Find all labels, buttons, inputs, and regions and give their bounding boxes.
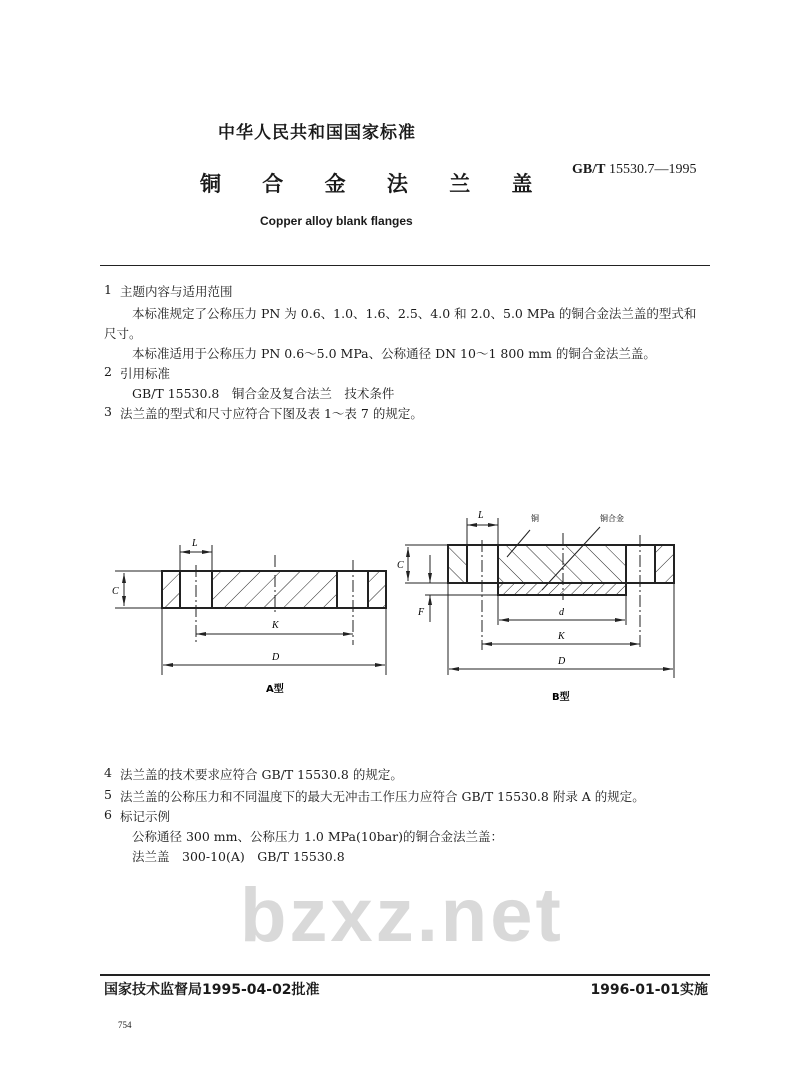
section-6-example: 公称通径 300 mm、公称压力 1.0 MPa(10bar)的铜合金法兰盖： [132,829,504,844]
section-1-num: 1 [104,282,112,297]
section-1-para-1: 本标准规定了公称压力 PN 为 0.6、1.0、1.6、2.5、4.0 和 2.0、5.0 MPa 的铜合金法兰盖的型式和 [132,306,697,321]
section-2-ref: GB/T 15530.8 铜合金及复合法兰 技术条件 [132,386,395,401]
effective-line: 1996-01-01实施 [590,982,708,998]
caption-type-a: A型 [266,684,284,695]
section-5-num: 5 [104,787,112,802]
dim-b-D: D [558,656,566,667]
label-copper: 铜 [531,514,539,523]
approval-line: 国家技术监督局1995-04-02批准 [104,982,320,998]
section-2-num: 2 [104,364,112,379]
dim-b-L: L [478,510,484,521]
title-cn: 铜 合 金 法 兰 盖 [200,172,550,196]
figure-type-b [405,518,674,678]
section-1-para-1-cont: 尺寸。 [104,326,142,341]
section-3-num: 3 [104,404,112,419]
dim-b-F: F [418,607,425,618]
section-5-text: 法兰盖的公称压力和不同温度下的最大无冲击工作压力应符合 GB/T 15530.8 附录 A 的规定。 [120,789,645,804]
watermark: bzxz.net [240,873,564,958]
standard-type: 中华人民共和国国家标准 [218,123,416,143]
section-2-heading: 引用标准 [120,366,171,381]
section-6-num: 6 [104,807,112,822]
dim-b-K: K [558,631,565,642]
code-prefix: GB/T [572,162,606,177]
dim-a-C: C [112,586,119,597]
footer-rule [100,974,710,976]
section-1-para-2: 本标准适用于公称压力 PN 0.6～5.0 MPa、公称通径 DN 10～1 800 mm 的铜合金法兰盖。 [132,346,656,361]
section-4-num: 4 [104,765,112,780]
section-3-text: 法兰盖的型式和尺寸应符合下图及表 1～表 7 的规定。 [120,406,423,421]
dim-a-L: L [192,538,198,549]
label-copper-alloy: 铜合金 [600,514,624,523]
section-4-text: 法兰盖的技术要求应符合 GB/T 15530.8 的规定。 [120,767,403,782]
dim-a-D: D [272,652,280,663]
caption-type-b: B型 [552,692,570,703]
figure-type-a [115,545,386,675]
code-number: 15530.7—1995 [608,162,697,177]
dim-b-d: d [559,607,564,618]
page-number: 754 [118,1020,132,1030]
title-en: Copper alloy blank flanges [260,214,413,228]
section-6-heading: 标记示例 [120,809,171,824]
section-6-marking: 法兰盖 300-10(A) GB/T 15530.8 [132,849,345,864]
section-1-heading: 主题内容与适用范围 [120,284,233,299]
dim-a-K: K [272,620,279,631]
dim-b-C: C [397,560,404,571]
